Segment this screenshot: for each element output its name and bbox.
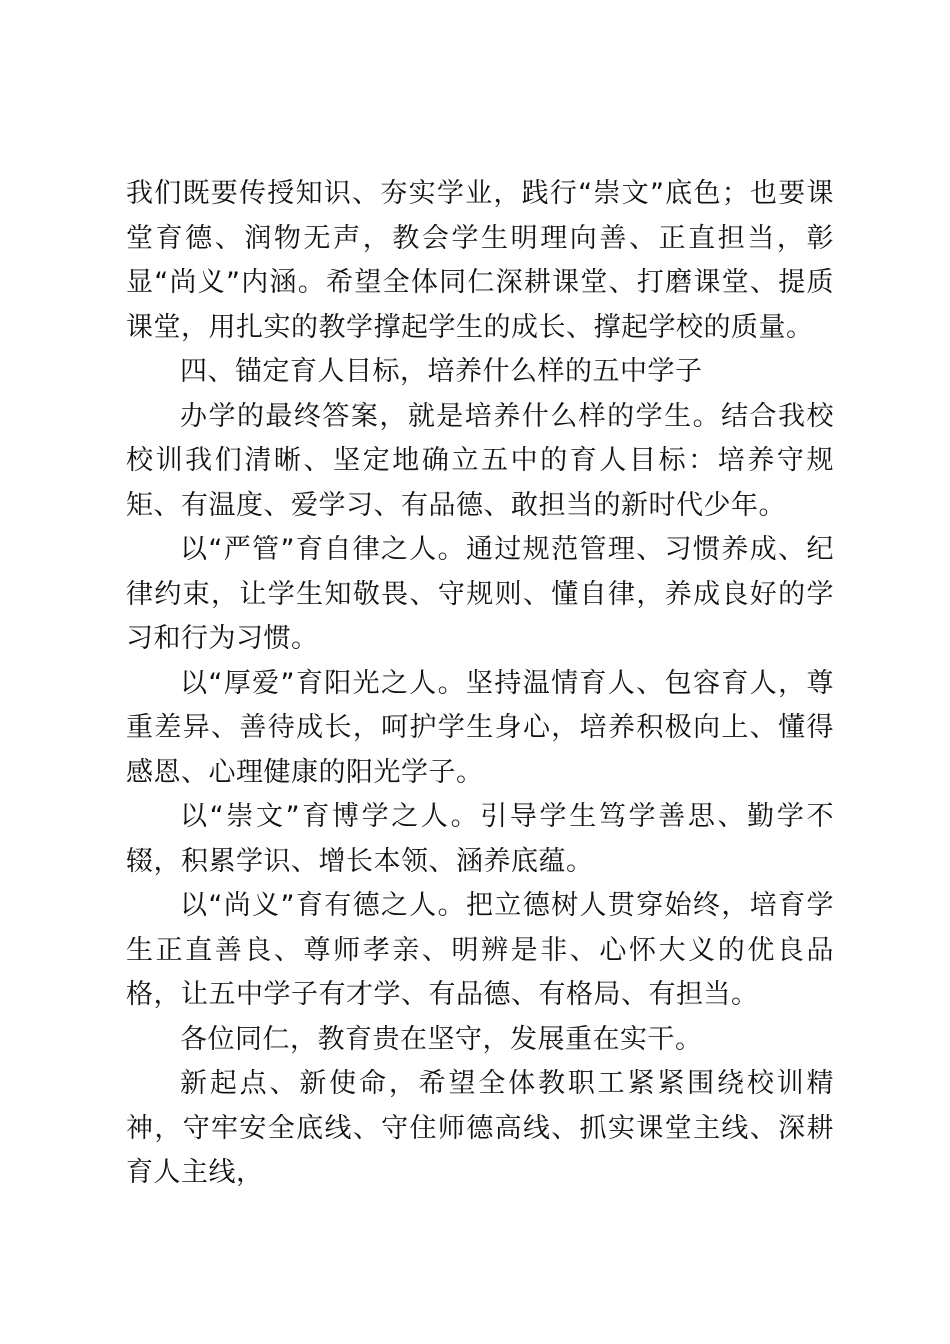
body-text <box>126 172 834 1196</box>
paragraph-love: 以“厚爱”育阳光之人。坚持温情育人、包容育人，尊重差异、善待成长，呵护学生身心，培养积极向上、懂得感恩、心理健康的阳光学子。 <box>126 667 834 788</box>
paragraph-goal: 办学的最终答案，就是培养什么样的学生。结合我校校训我们清晰、坚定地确立五中的育人目标：培养守规矩、有温度、爱学习、有品德、敢担当的新时代少年。 <box>126 400 834 521</box>
paragraph-teaching: 我们既要传授知识、夯实学业，践行“崇文”底色；也要课堂育德、润物无声，教会学生明理向善、正直担当，彰显“尚义”内涵。希望全体同仁深耕课堂、打磨课堂、提质课堂，用扎实的教学撑起学生的成长、撑起学校的质量。 <box>126 178 834 343</box>
section-heading-four: 四、锚定育人目标，培养什么样的五中学子 <box>180 356 703 387</box>
paragraph-strict: 以“严管”育自律之人。通过规范管理、习惯养成、纪律约束，让学生知敬畏、守规则、懂自律，养成良好的学习和行为习惯。 <box>126 534 834 654</box>
paragraph-new-mission: 新起点、新使命，希望全体教职工紧紧围绕校训精神，守牢安全底线、守住师德高线、抓实课堂主线、深耕育人主线， <box>126 1068 834 1188</box>
paragraph-colleagues: 各位同仁，教育贵在坚守，发展重在实干。 <box>180 1023 703 1055</box>
paragraph-righteousness: 以“尚义”育有德之人。把立德树人贯穿始终，培育学生正直善良、尊师孝亲、明辨是非、心怀大义的优良品格，让五中学子有才学、有品德、有格局、有担当。 <box>126 890 834 1010</box>
paragraph-culture: 以“崇文”育博学之人。引导学生笃学善思、勤学不辍，积累学识、增长本领、涵养底蕴。 <box>126 801 834 877</box>
